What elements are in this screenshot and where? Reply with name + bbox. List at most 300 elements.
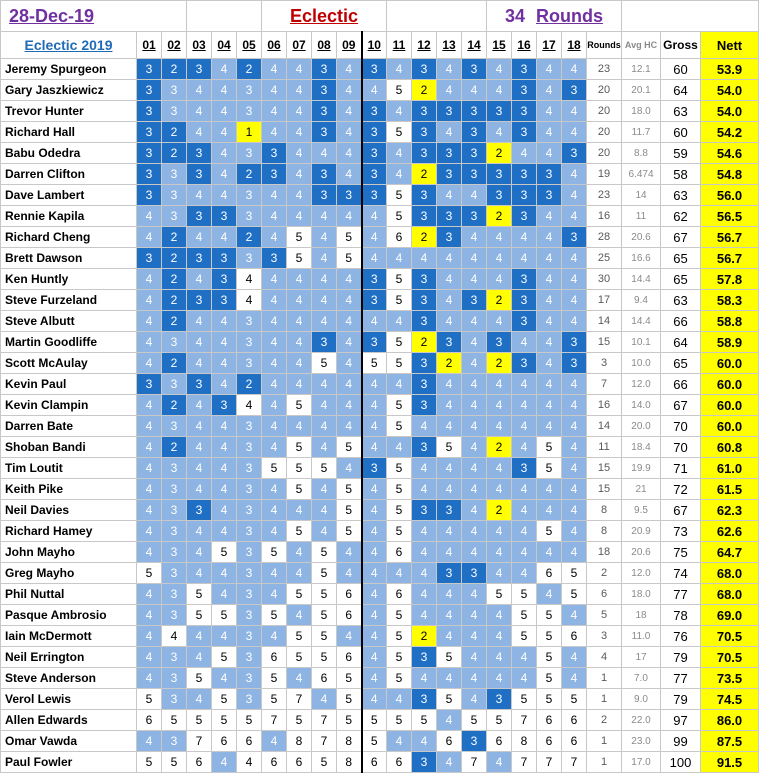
nett-cell[interactable]: 60.0 [701,416,759,437]
score-cell[interactable]: 6 [562,710,587,731]
score-cell[interactable]: 4 [337,458,362,479]
score-cell[interactable]: 3 [487,185,512,206]
score-cell[interactable]: 3 [237,521,262,542]
score-cell[interactable]: 6 [387,227,412,248]
rounds-cell[interactable]: 23 [587,185,622,206]
hole-header-10[interactable]: 10 [362,32,387,59]
avg-hc-cell[interactable]: 16.6 [622,248,661,269]
nett-cell[interactable]: 56.0 [701,185,759,206]
score-cell[interactable]: 3 [462,122,487,143]
score-cell[interactable]: 3 [237,458,262,479]
score-cell[interactable]: 3 [237,311,262,332]
score-cell[interactable]: 5 [162,752,187,773]
player-name[interactable]: Omar Vawda [1,731,137,752]
rounds-cell[interactable]: 8 [587,521,622,542]
score-cell[interactable]: 3 [212,206,237,227]
score-cell[interactable]: 5 [537,689,562,710]
score-cell[interactable]: 4 [212,563,237,584]
score-cell[interactable]: 4 [537,227,562,248]
score-cell[interactable]: 4 [312,374,337,395]
score-cell[interactable]: 4 [537,143,562,164]
score-cell[interactable]: 4 [312,311,337,332]
score-cell[interactable]: 5 [537,605,562,626]
score-cell[interactable]: 4 [437,122,462,143]
score-cell[interactable]: 4 [437,416,462,437]
score-cell[interactable]: 5 [312,584,337,605]
player-name[interactable]: Greg Mayho [1,563,137,584]
score-cell[interactable]: 4 [137,605,162,626]
player-name[interactable]: Rennie Kapila [1,206,137,227]
player-name[interactable]: Iain McDermott [1,626,137,647]
score-cell[interactable]: 3 [237,584,262,605]
score-cell[interactable]: 3 [312,59,337,80]
score-cell[interactable]: 5 [512,605,537,626]
score-cell[interactable]: 4 [487,605,512,626]
score-cell[interactable]: 4 [362,626,387,647]
player-name[interactable]: Ken Huntly [1,269,137,290]
score-cell[interactable]: 6 [362,752,387,773]
score-cell[interactable]: 8 [512,731,537,752]
score-cell[interactable]: 3 [162,374,187,395]
score-cell[interactable]: 4 [262,80,287,101]
score-cell[interactable]: 3 [362,59,387,80]
score-cell[interactable]: 4 [137,353,162,374]
hole-header-08[interactable]: 08 [312,32,337,59]
score-cell[interactable]: 3 [512,164,537,185]
rounds-cell[interactable]: 2 [587,563,622,584]
score-cell[interactable]: 5 [187,668,212,689]
score-cell[interactable]: 5 [287,437,312,458]
score-cell[interactable]: 4 [487,269,512,290]
score-cell[interactable]: 4 [462,332,487,353]
score-cell[interactable]: 5 [537,647,562,668]
nett-cell[interactable]: 60.0 [701,395,759,416]
score-cell[interactable]: 5 [262,542,287,563]
score-cell[interactable]: 3 [412,689,437,710]
player-name[interactable]: Kevin Clampin [1,395,137,416]
player-name[interactable]: Darren Bate [1,416,137,437]
score-cell[interactable]: 4 [337,101,362,122]
rounds-cell[interactable]: 18 [587,542,622,563]
score-cell[interactable]: 3 [437,500,462,521]
score-cell[interactable]: 3 [412,101,437,122]
score-cell[interactable]: 5 [387,269,412,290]
score-cell[interactable]: 4 [287,374,312,395]
score-cell[interactable]: 4 [537,353,562,374]
player-name[interactable]: Allen Edwards [1,710,137,731]
score-cell[interactable]: 4 [562,605,587,626]
score-cell[interactable]: 5 [337,668,362,689]
score-cell[interactable]: 3 [312,164,337,185]
score-cell[interactable]: 5 [337,248,362,269]
score-cell[interactable]: 4 [287,206,312,227]
score-cell[interactable]: 4 [187,626,212,647]
nett-cell[interactable]: 54.2 [701,122,759,143]
score-cell[interactable]: 3 [462,563,487,584]
score-cell[interactable]: 4 [212,626,237,647]
score-cell[interactable]: 2 [162,122,187,143]
score-cell[interactable]: 4 [237,395,262,416]
score-cell[interactable]: 4 [387,311,412,332]
rounds-cell[interactable]: 14 [587,311,622,332]
score-cell[interactable]: 3 [437,206,462,227]
score-cell[interactable]: 6 [437,731,462,752]
score-cell[interactable]: 4 [362,80,387,101]
score-cell[interactable]: 4 [187,689,212,710]
score-cell[interactable]: 4 [262,479,287,500]
score-cell[interactable]: 3 [262,164,287,185]
score-cell[interactable]: 4 [537,584,562,605]
score-cell[interactable]: 4 [537,206,562,227]
score-cell[interactable]: 5 [312,626,337,647]
score-cell[interactable]: 3 [412,311,437,332]
score-cell[interactable]: 4 [212,437,237,458]
score-cell[interactable]: 4 [362,206,387,227]
score-cell[interactable]: 4 [212,374,237,395]
score-cell[interactable]: 4 [187,269,212,290]
score-cell[interactable]: 3 [462,731,487,752]
score-cell[interactable]: 5 [312,605,337,626]
rounds-count[interactable]: 34 [504,5,525,26]
score-cell[interactable]: 4 [262,395,287,416]
score-cell[interactable]: 4 [562,290,587,311]
score-cell[interactable]: 4 [487,626,512,647]
score-cell[interactable]: 4 [437,395,462,416]
score-cell[interactable]: 4 [212,752,237,773]
score-cell[interactable]: 4 [337,206,362,227]
score-cell[interactable]: 4 [387,437,412,458]
score-cell[interactable]: 4 [237,290,262,311]
score-cell[interactable]: 4 [137,542,162,563]
gross-cell[interactable]: 65 [661,248,701,269]
score-cell[interactable]: 4 [362,311,387,332]
nett-cell[interactable]: 73.5 [701,668,759,689]
score-cell[interactable]: 4 [337,59,362,80]
score-cell[interactable]: 6 [337,605,362,626]
score-cell[interactable]: 4 [537,311,562,332]
score-cell[interactable]: 3 [537,185,562,206]
score-cell[interactable]: 4 [562,500,587,521]
score-cell[interactable]: 4 [462,437,487,458]
score-cell[interactable]: 4 [537,416,562,437]
score-cell[interactable]: 3 [437,332,462,353]
score-cell[interactable]: 5 [337,521,362,542]
score-cell[interactable]: 4 [262,290,287,311]
score-cell[interactable]: 4 [537,542,562,563]
score-cell[interactable]: 4 [362,563,387,584]
nett-cell[interactable]: 60.0 [701,374,759,395]
score-cell[interactable]: 8 [337,731,362,752]
score-cell[interactable]: 4 [387,248,412,269]
score-cell[interactable]: 6 [537,710,562,731]
player-name[interactable]: Steve Anderson [1,668,137,689]
player-name[interactable]: Scott McAulay [1,353,137,374]
score-cell[interactable]: 3 [437,563,462,584]
score-cell[interactable]: 3 [137,374,162,395]
score-cell[interactable]: 2 [162,269,187,290]
score-cell[interactable]: 6 [312,668,337,689]
score-cell[interactable]: 4 [562,101,587,122]
score-cell[interactable]: 3 [362,185,387,206]
rounds-cell[interactable]: 15 [587,458,622,479]
avg-hc-cell[interactable]: 6.474 [622,164,661,185]
score-cell[interactable]: 7 [262,710,287,731]
score-cell[interactable]: 7 [512,710,537,731]
score-cell[interactable]: 5 [387,626,412,647]
score-cell[interactable]: 4 [212,143,237,164]
score-cell[interactable]: 5 [337,710,362,731]
score-cell[interactable]: 4 [462,353,487,374]
score-cell[interactable]: 4 [137,458,162,479]
nett-header[interactable]: Nett [701,32,759,59]
score-cell[interactable]: 4 [312,206,337,227]
score-cell[interactable]: 4 [137,416,162,437]
score-cell[interactable]: 4 [562,437,587,458]
score-cell[interactable]: 4 [337,626,362,647]
score-cell[interactable]: 2 [412,227,437,248]
hole-header-11[interactable]: 11 [387,32,412,59]
score-cell[interactable]: 5 [187,710,212,731]
score-cell[interactable]: 4 [562,416,587,437]
score-cell[interactable]: 4 [312,689,337,710]
nett-cell[interactable]: 56.7 [701,227,759,248]
hole-header-13[interactable]: 13 [437,32,462,59]
score-cell[interactable]: 2 [487,206,512,227]
score-cell[interactable]: 4 [462,458,487,479]
score-cell[interactable]: 4 [337,269,362,290]
score-cell[interactable]: 4 [187,521,212,542]
score-cell[interactable]: 5 [387,710,412,731]
score-cell[interactable]: 6 [337,647,362,668]
avg-hc-cell[interactable]: 17 [622,647,661,668]
score-cell[interactable]: 5 [337,500,362,521]
nett-cell[interactable]: 58.3 [701,290,759,311]
score-cell[interactable]: 6 [137,710,162,731]
score-cell[interactable]: 3 [512,206,537,227]
score-cell[interactable]: 3 [187,59,212,80]
score-cell[interactable]: 3 [512,122,537,143]
player-name[interactable]: Steve Albutt [1,311,137,332]
gross-cell[interactable]: 67 [661,227,701,248]
score-cell[interactable]: 3 [212,290,237,311]
nett-cell[interactable]: 60.8 [701,437,759,458]
score-cell[interactable]: 4 [412,668,437,689]
nett-cell[interactable]: 61.0 [701,458,759,479]
score-cell[interactable]: 4 [487,668,512,689]
score-cell[interactable]: 3 [237,479,262,500]
avg-hc-cell[interactable]: 20.9 [622,521,661,542]
rounds-cell[interactable]: 20 [587,80,622,101]
score-cell[interactable]: 4 [237,269,262,290]
score-cell[interactable]: 4 [312,479,337,500]
score-cell[interactable]: 3 [462,290,487,311]
hole-header-17[interactable]: 17 [537,32,562,59]
score-cell[interactable]: 4 [287,416,312,437]
score-cell[interactable]: 3 [412,206,437,227]
score-cell[interactable]: 5 [212,710,237,731]
rounds-cell[interactable]: 7 [587,374,622,395]
score-cell[interactable]: 4 [262,374,287,395]
score-cell[interactable]: 4 [287,668,312,689]
nett-cell[interactable]: 87.5 [701,731,759,752]
avg-hc-cell[interactable]: 20.1 [622,80,661,101]
hole-header-12[interactable]: 12 [412,32,437,59]
nett-cell[interactable]: 70.5 [701,647,759,668]
nett-cell[interactable]: 62.3 [701,500,759,521]
score-cell[interactable]: 2 [162,353,187,374]
avg-hc-cell[interactable]: 11.0 [622,626,661,647]
score-cell[interactable]: 4 [262,206,287,227]
player-name[interactable]: Keith Pike [1,479,137,500]
score-cell[interactable]: 4 [137,731,162,752]
score-cell[interactable]: 4 [212,584,237,605]
rounds-cell[interactable]: 6 [587,584,622,605]
nett-cell[interactable]: 54.0 [701,80,759,101]
gross-cell[interactable]: 66 [661,311,701,332]
score-cell[interactable]: 4 [512,437,537,458]
score-cell[interactable]: 3 [512,59,537,80]
score-cell[interactable]: 5 [362,353,387,374]
score-cell[interactable]: 3 [237,689,262,710]
score-cell[interactable]: 4 [337,311,362,332]
score-cell[interactable]: 5 [387,80,412,101]
score-cell[interactable]: 4 [212,500,237,521]
score-cell[interactable]: 4 [412,584,437,605]
score-cell[interactable]: 5 [312,563,337,584]
player-name[interactable]: Verol Lewis [1,689,137,710]
score-cell[interactable]: 2 [237,227,262,248]
score-cell[interactable]: 2 [162,59,187,80]
score-cell[interactable]: 5 [412,710,437,731]
score-cell[interactable]: 4 [287,101,312,122]
score-cell[interactable]: 3 [162,332,187,353]
player-name[interactable]: Dave Lambert [1,185,137,206]
score-cell[interactable]: 3 [412,143,437,164]
score-cell[interactable]: 3 [437,143,462,164]
score-cell[interactable]: 5 [512,584,537,605]
rounds-cell[interactable]: 23 [587,59,622,80]
score-cell[interactable]: 3 [562,353,587,374]
score-cell[interactable]: 3 [162,416,187,437]
score-cell[interactable]: 4 [487,80,512,101]
score-cell[interactable]: 5 [262,668,287,689]
score-cell[interactable]: 4 [212,122,237,143]
score-cell[interactable]: 5 [537,668,562,689]
score-cell[interactable]: 6 [562,731,587,752]
score-cell[interactable]: 8 [287,731,312,752]
score-cell[interactable]: 4 [437,584,462,605]
hole-header-16[interactable]: 16 [512,32,537,59]
score-cell[interactable]: 2 [237,59,262,80]
score-cell[interactable]: 3 [237,332,262,353]
score-cell[interactable]: 4 [537,269,562,290]
rounds-cell[interactable]: 5 [587,605,622,626]
score-cell[interactable]: 5 [287,395,312,416]
rounds-cell[interactable]: 3 [587,353,622,374]
score-cell[interactable]: 6 [562,626,587,647]
gross-cell[interactable]: 70 [661,437,701,458]
rounds-cell[interactable]: 4 [587,647,622,668]
gross-cell[interactable]: 100 [661,752,701,773]
score-cell[interactable]: 4 [337,563,362,584]
score-cell[interactable]: 3 [137,101,162,122]
gross-cell[interactable]: 77 [661,668,701,689]
score-cell[interactable]: 3 [412,437,437,458]
player-name[interactable]: Paul Fowler [1,752,137,773]
score-cell[interactable]: 4 [437,59,462,80]
score-cell[interactable]: 4 [512,227,537,248]
score-cell[interactable]: 5 [387,395,412,416]
hole-header-04[interactable]: 04 [212,32,237,59]
score-cell[interactable]: 4 [362,479,387,500]
nett-cell[interactable]: 58.9 [701,332,759,353]
score-cell[interactable]: 4 [262,437,287,458]
score-cell[interactable]: 3 [162,542,187,563]
score-cell[interactable]: 3 [462,206,487,227]
hole-header-09[interactable]: 09 [337,32,362,59]
avg-hc-cell[interactable]: 14.4 [622,269,661,290]
score-cell[interactable]: 3 [537,164,562,185]
score-cell[interactable]: 4 [212,353,237,374]
player-name[interactable]: Pasque Ambrosio [1,605,137,626]
rounds-cell[interactable]: 1 [587,689,622,710]
score-cell[interactable]: 3 [162,605,187,626]
gross-cell[interactable]: 64 [661,332,701,353]
gross-cell[interactable]: 73 [661,521,701,542]
score-cell[interactable]: 4 [362,668,387,689]
rounds-cell[interactable]: 16 [587,395,622,416]
score-cell[interactable]: 2 [487,143,512,164]
player-name[interactable]: Shoban Bandi [1,437,137,458]
score-cell[interactable]: 4 [187,458,212,479]
score-cell[interactable]: 5 [387,122,412,143]
score-cell[interactable]: 3 [262,143,287,164]
score-cell[interactable]: 3 [512,80,537,101]
score-cell[interactable]: 5 [287,248,312,269]
score-cell[interactable]: 4 [137,206,162,227]
rounds-cell[interactable]: 30 [587,269,622,290]
score-cell[interactable]: 8 [337,752,362,773]
rounds-cell[interactable]: 8 [587,500,622,521]
gross-cell[interactable]: 63 [661,101,701,122]
avg-hc-cell[interactable]: 7.0 [622,668,661,689]
score-cell[interactable]: 3 [137,164,162,185]
score-cell[interactable]: 3 [362,269,387,290]
score-cell[interactable]: 5 [312,647,337,668]
score-cell[interactable]: 3 [162,521,187,542]
score-cell[interactable]: 3 [362,164,387,185]
hole-header-05[interactable]: 05 [237,32,262,59]
score-cell[interactable]: 4 [487,458,512,479]
score-cell[interactable]: 4 [337,143,362,164]
score-cell[interactable]: 7 [187,731,212,752]
gross-cell[interactable]: 79 [661,689,701,710]
score-cell[interactable]: 5 [387,500,412,521]
avg-hc-cell[interactable]: 14 [622,185,661,206]
rounds-cell[interactable]: 1 [587,752,622,773]
gross-header[interactable]: Gross [661,32,701,59]
score-cell[interactable]: 5 [212,542,237,563]
score-cell[interactable]: 4 [512,668,537,689]
score-cell[interactable]: 5 [362,731,387,752]
score-cell[interactable]: 3 [237,206,262,227]
score-cell[interactable]: 5 [537,521,562,542]
score-cell[interactable]: 6 [187,752,212,773]
score-cell[interactable]: 4 [412,542,437,563]
score-cell[interactable]: 4 [212,164,237,185]
score-cell[interactable]: 4 [562,164,587,185]
score-cell[interactable]: 3 [312,122,337,143]
